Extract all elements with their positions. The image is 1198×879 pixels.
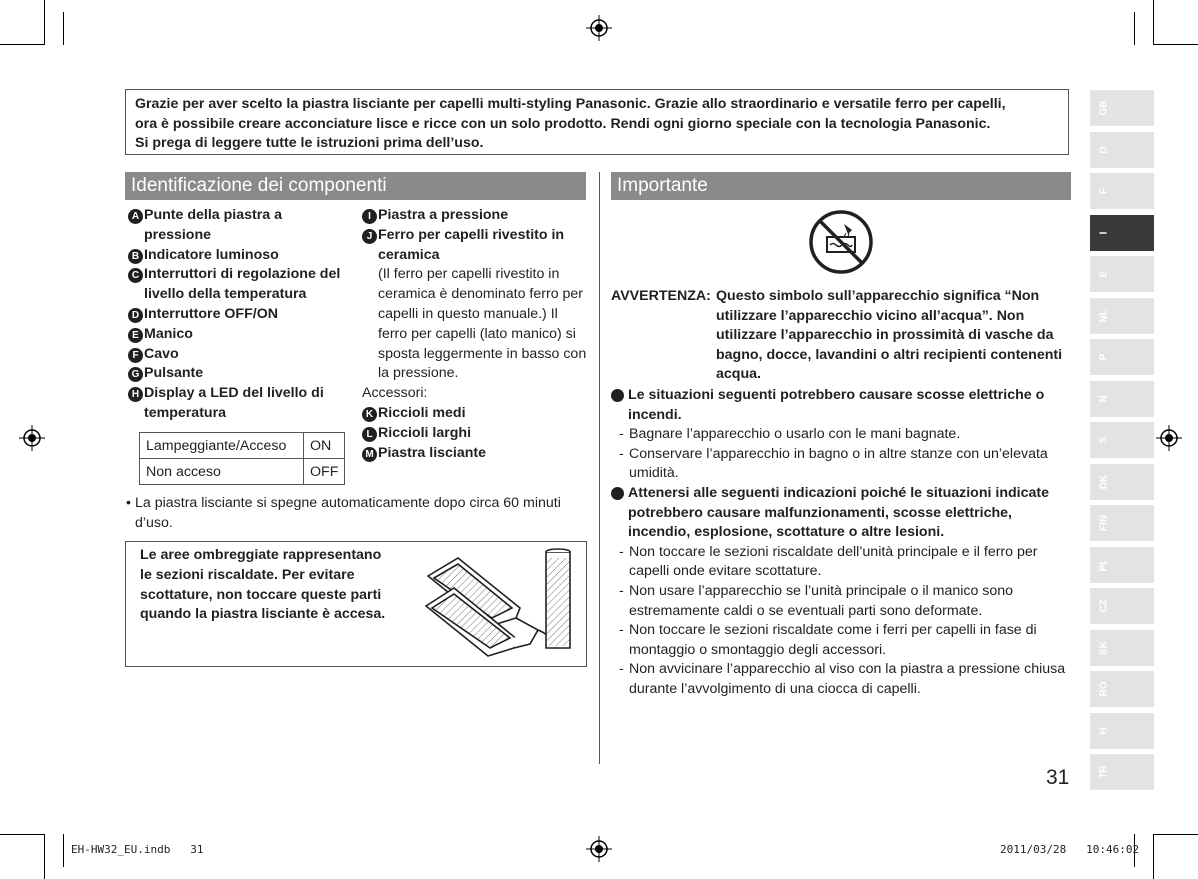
badge-e: E [128,328,143,343]
accessories-label [362,384,590,404]
tab-h[interactable] [1090,713,1154,749]
registration-mark-bottom [586,836,612,862]
component-j [362,226,590,266]
tab-label: PL [1098,558,1110,571]
bullet-dot [611,487,624,500]
list-item-text: Conservare l’apparecchio in bagno o in altre stanze con un’elevata umidità. [629,445,1048,482]
badge-d: D [128,308,143,323]
tab-gb[interactable] [1090,90,1154,126]
hair-iron-illustration [420,548,580,662]
list-item [611,425,1071,445]
tab-sk[interactable] [1090,630,1154,666]
component-h [128,384,348,424]
tab-n[interactable] [1090,381,1154,417]
bullet-text: Le situazioni seguenti potrebbero causare scosse elettriche o incendi. [628,386,1045,423]
no-water-icon [808,209,874,275]
tab-label: S [1098,436,1110,444]
intro-box [125,89,1069,155]
intro-line-1: Grazie per aver scelto la piastra lisciante per capelli multi-styling Panasonic. Grazie allo straordinario e versatile ferro per capelli, [135,96,1006,112]
table-cell: Lampeggiante/Acceso [140,433,304,459]
list-item [611,582,1071,621]
tab-e[interactable] [1090,256,1154,292]
tab-label: E [1098,270,1110,278]
tab-tr[interactable] [1090,754,1154,790]
components-left-list [128,206,348,424]
accessory-m [362,444,590,464]
tab-label: I [1098,231,1110,234]
warning-row [611,287,1071,385]
component-e [128,325,348,345]
component-i [362,206,590,226]
badge-l: L [362,427,377,442]
important-heading: Importante [611,172,1071,200]
bullet-text: Attenersi alle seguenti indicazioni poiché le situazioni indicate potrebbero causare malfunzionamenti, scosse elettriche, incendio, esplosione, scottature o altre lesioni. [628,484,1049,541]
dash-marker: - [619,582,624,599]
shaded-areas-text: Le aree ombreggiate rappresentano le sezioni riscaldate. Per evitare scottature, non toccare queste parti quando la piastra lisciante è accesa. [140,547,386,623]
component-g [128,364,348,384]
tab-label: DK [1098,474,1110,489]
page-number: 31 [1046,766,1070,789]
tab-label: F [1098,187,1110,195]
list-item-text: Bagnare l’apparecchio o usarlo con le mani bagnate. [629,426,961,443]
bullet-dot: • [126,495,131,511]
badge-g: G [128,367,143,382]
tab-label: RO [1098,681,1110,697]
tab-label: N [1098,394,1110,403]
component-label: Display a LED del livello di temperatura [144,385,324,421]
component-f [128,345,348,365]
footer-datetime: 2011/03/28 10:46:02 [1000,843,1140,856]
component-label: Ferro per capelli rivestito in ceramica [378,226,565,263]
shaded-areas-box [125,541,587,667]
dash-marker: - [619,426,624,443]
badge-f: F [128,348,143,363]
bullet-malfunction [611,484,1071,543]
badge-a: A [128,209,143,224]
table-cell: ON [304,433,345,459]
tab-label: H [1098,726,1110,735]
component-label: Pulsante [144,365,204,382]
tab-d[interactable] [1090,132,1154,168]
accessory-label: Piastra lisciante [378,444,487,461]
tab-label: P [1098,353,1110,361]
component-b [128,246,348,266]
components-heading: Identificazione dei componenti [125,172,586,200]
badge-c: C [128,268,143,283]
tab-label: CZ [1098,599,1110,613]
component-j-note: (Il ferro per capelli rivestito in ceramica è denominato ferro per capelli in questo manuale.) Il ferro per capelli (lato manico) si sposta leggermente in basso con la pressione. [378,266,587,382]
registration-mark-left [19,425,45,451]
list-item-text: Non toccare le sezioni riscaldate come i ferri per capelli in fase di montaggio o smontaggio degli accessori. [629,622,1037,658]
component-label: Manico [144,325,193,342]
dash-marker: - [619,445,624,462]
list-item-text: Non avvicinare l’apparecchio al viso con la piastra a pressione chiusa durante l’avvolgimento di una ciocca di capelli. [629,661,1066,697]
dash-marker: - [619,661,624,678]
tab-pl[interactable] [1090,547,1154,583]
tab-label: D [1098,145,1110,154]
list-item [611,621,1071,660]
badge-j: J [362,229,377,244]
tab-ro[interactable] [1090,671,1154,707]
list-item [611,660,1071,699]
table-cell: OFF [304,459,345,485]
footer-file: EH-HW32_EU.indb 31 [71,843,204,856]
accessory-k [362,404,590,424]
column-divider [599,172,600,764]
dash-marker: - [619,543,624,560]
component-label: Piastra a pressione [378,207,509,223]
tab-i[interactable] [1090,215,1154,251]
component-label: Punte della piastra a pressione [144,207,282,243]
list-item [611,543,1071,582]
tab-label: NL [1098,308,1110,323]
warning-block [611,287,1071,699]
accessory-label: Riccioli medi [378,404,466,421]
tab-fin[interactable] [1090,505,1154,541]
components-right-list [362,206,590,463]
accessories-label-text: Accessori: [362,385,428,402]
bullet-electric-shock [611,386,1071,425]
warning-text: Questo simbolo sull’apparecchio significa “Non utilizzare l’apparecchio vicino all’acqua”. Non utilizzare l’apparecchio in prossimità di vasche da bagno, docce, lavandini o altri recipienti contenenti acqua. [716,288,1063,383]
tab-cz[interactable] [1090,588,1154,624]
dash-marker: - [619,622,624,639]
intro-line-2: ora è possibile creare acconciature lisce e ricce con un solo prodotto. Rendi ogni giorno speciale con la tecnologia Panasonic. [135,115,991,132]
badge-i: I [362,209,377,224]
tab-label: GB [1098,100,1110,116]
table-row [140,433,345,459]
tab-p[interactable] [1090,339,1154,375]
tab-f[interactable] [1090,173,1154,209]
tab-label: FIN [1098,514,1110,532]
accessory-l [362,424,590,444]
badge-k: K [362,407,377,422]
auto-off-note [126,494,590,534]
component-a [128,206,348,246]
list-item-text: Non usare l’apparecchio se l’unità principale o il manico sono estremamente caldi o se eventuali parti sono deformate. [629,582,1014,619]
registration-mark-right [1156,425,1182,451]
bullet-dot [611,389,624,402]
tab-label: TR [1098,765,1110,779]
component-label: Interruttore OFF/ON [144,305,278,322]
language-tabs [1090,90,1154,796]
component-label: Indicatore luminoso [144,246,279,263]
registration-mark-top [586,15,612,41]
list-item-text: Non toccare le sezioni riscaldate dell’unità principale e il ferro per capelli onde evitare scottature. [629,543,1038,580]
component-c [128,265,348,305]
intro-line-3: Si prega di leggere tutte le istruzioni prima dell’uso. [135,135,484,151]
auto-off-text: La piastra lisciante si spegne automaticamente dopo circa 60 minuti d’uso. [135,495,561,531]
badge-m: M [362,447,377,462]
component-label: Interruttori di regolazione del livello della temperatura [144,266,341,303]
tab-dk[interactable] [1090,464,1154,500]
tab-s[interactable] [1090,422,1154,458]
tab-nl[interactable] [1090,298,1154,334]
led-status-table [139,432,345,485]
table-cell: Non acceso [140,459,304,485]
component-label: Cavo [144,345,179,362]
list-item [611,445,1071,484]
accessory-label: Riccioli larghi [378,424,472,441]
component-d [128,305,348,325]
badge-b: B [128,249,143,264]
table-row [140,459,345,485]
tab-label: SK [1098,640,1110,655]
badge-h: H [128,387,143,402]
warning-label: AVVERTENZA: [611,288,711,304]
